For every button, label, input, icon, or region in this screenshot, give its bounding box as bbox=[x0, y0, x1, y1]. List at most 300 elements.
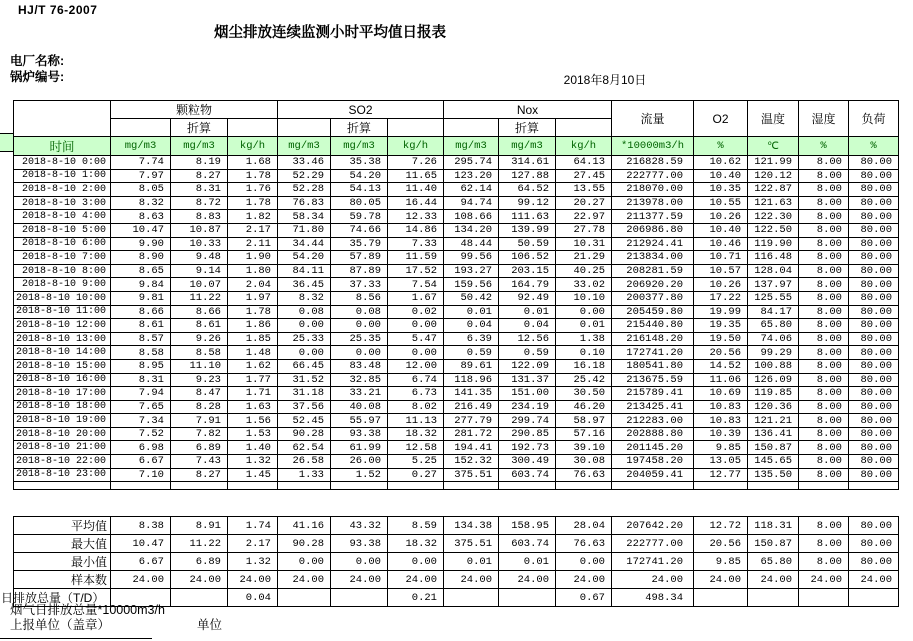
value-cell: 0.01 bbox=[499, 553, 556, 571]
value-cell: 0.21 bbox=[388, 589, 444, 607]
value-cell: 121.63 bbox=[748, 196, 799, 210]
value-cell: 8.00 bbox=[799, 223, 849, 237]
value-cell: 7.34 bbox=[111, 414, 171, 428]
value-cell: 20.56 bbox=[694, 346, 748, 360]
value-cell: 5.25 bbox=[388, 455, 444, 469]
value-cell: 8.27 bbox=[171, 169, 228, 183]
value-cell: 24.00 bbox=[228, 571, 278, 589]
time-cell: 2018-8-10 9:00 bbox=[14, 278, 111, 292]
value-cell: 0.08 bbox=[331, 305, 388, 319]
value-cell: 135.50 bbox=[748, 468, 799, 482]
value-cell: 1.78 bbox=[228, 196, 278, 210]
value-cell: 7.94 bbox=[111, 387, 171, 401]
value-cell bbox=[799, 589, 849, 607]
value-cell: 80.00 bbox=[849, 427, 899, 441]
value-cell: 211377.59 bbox=[612, 210, 694, 224]
value-cell: 52.45 bbox=[278, 414, 331, 428]
pm-converted-header: 折算 bbox=[171, 119, 228, 137]
value-cell bbox=[499, 589, 556, 607]
value-cell: 159.56 bbox=[444, 278, 499, 292]
value-cell: 80.05 bbox=[331, 196, 388, 210]
value-cell: 1.82 bbox=[228, 210, 278, 224]
value-cell: 8.19 bbox=[171, 156, 228, 170]
value-cell: 277.79 bbox=[444, 414, 499, 428]
value-cell: 106.52 bbox=[499, 251, 556, 265]
table-row bbox=[14, 183, 899, 197]
value-cell: 33.21 bbox=[331, 387, 388, 401]
time-cell: 2018-8-10 11:00 bbox=[14, 305, 111, 319]
unit-cell: kg/h bbox=[556, 137, 612, 156]
value-cell: 84.11 bbox=[278, 264, 331, 278]
value-cell: 213834.00 bbox=[612, 251, 694, 265]
nox-group-header: Nox bbox=[444, 101, 612, 119]
value-cell: 90.28 bbox=[278, 535, 331, 553]
value-cell: 89.61 bbox=[444, 359, 499, 373]
value-cell: 8.59 bbox=[388, 517, 444, 535]
value-cell: 0.00 bbox=[331, 319, 388, 333]
value-cell: 10.40 bbox=[694, 169, 748, 183]
value-cell: 40.08 bbox=[331, 400, 388, 414]
value-cell: 84.17 bbox=[748, 305, 799, 319]
value-cell: 8.00 bbox=[799, 196, 849, 210]
value-cell: 7.65 bbox=[111, 400, 171, 414]
value-cell: 76.83 bbox=[278, 196, 331, 210]
value-cell: 10.71 bbox=[694, 251, 748, 265]
value-cell: 50.42 bbox=[444, 291, 499, 305]
value-cell: 9.48 bbox=[171, 251, 228, 265]
value-cell: 204059.41 bbox=[612, 468, 694, 482]
value-cell: 150.87 bbox=[748, 535, 799, 553]
value-cell: 2.17 bbox=[228, 223, 278, 237]
reporting-unit-label: 上报单位（盖章） bbox=[10, 618, 111, 632]
value-cell: 9.14 bbox=[171, 264, 228, 278]
table-row bbox=[14, 373, 899, 387]
so2-group-header: SO2 bbox=[278, 101, 444, 119]
value-cell: 80.00 bbox=[849, 373, 899, 387]
value-cell: 150.87 bbox=[748, 441, 799, 455]
value-cell: 1.90 bbox=[228, 251, 278, 265]
value-cell: 93.38 bbox=[331, 535, 388, 553]
value-cell: 1.80 bbox=[228, 264, 278, 278]
value-cell: 7.74 bbox=[111, 156, 171, 170]
value-cell: 10.83 bbox=[694, 414, 748, 428]
unit-cell: mg/m3 bbox=[331, 137, 388, 156]
table-row bbox=[14, 223, 899, 237]
value-cell: 33.46 bbox=[278, 156, 331, 170]
value-cell: 20.56 bbox=[694, 535, 748, 553]
value-cell: 193.27 bbox=[444, 264, 499, 278]
value-cell: 99.12 bbox=[499, 196, 556, 210]
time-cell: 2018-8-10 16:00 bbox=[14, 373, 111, 387]
value-cell: 8.00 bbox=[799, 359, 849, 373]
humidity-header: 湿度 bbox=[799, 101, 849, 137]
value-cell: 121.21 bbox=[748, 414, 799, 428]
value-cell: 24.00 bbox=[694, 571, 748, 589]
value-cell: 197458.20 bbox=[612, 455, 694, 469]
value-cell: 131.37 bbox=[499, 373, 556, 387]
value-cell: 80.00 bbox=[849, 251, 899, 265]
table-row bbox=[14, 332, 899, 346]
value-cell: 28.04 bbox=[556, 517, 612, 535]
value-cell: 62.54 bbox=[278, 441, 331, 455]
value-cell: 134.38 bbox=[444, 517, 499, 535]
value-cell: 116.48 bbox=[748, 251, 799, 265]
value-cell: 9.85 bbox=[694, 553, 748, 571]
value-cell: 7.43 bbox=[171, 455, 228, 469]
value-cell: 8.57 bbox=[111, 332, 171, 346]
value-cell: 8.02 bbox=[388, 400, 444, 414]
value-cell: 0.00 bbox=[331, 553, 388, 571]
summary-label: 最大值 bbox=[14, 535, 111, 553]
value-cell: 299.74 bbox=[499, 414, 556, 428]
value-cell: 50.59 bbox=[499, 237, 556, 251]
value-cell: 216.49 bbox=[444, 400, 499, 414]
value-cell: 25.33 bbox=[278, 332, 331, 346]
value-cell: 7.54 bbox=[388, 278, 444, 292]
value-cell bbox=[444, 589, 499, 607]
value-cell: 200377.80 bbox=[612, 291, 694, 305]
value-cell: 12.33 bbox=[388, 210, 444, 224]
value-cell: 12.00 bbox=[388, 359, 444, 373]
value-cell: 80.00 bbox=[849, 535, 899, 553]
value-cell: 90.28 bbox=[278, 427, 331, 441]
value-cell: 7.82 bbox=[171, 427, 228, 441]
value-cell: 11.65 bbox=[388, 169, 444, 183]
value-cell: 8.91 bbox=[171, 517, 228, 535]
blank-cell bbox=[556, 119, 612, 137]
time-cell: 2018-8-10 23:00 bbox=[14, 468, 111, 482]
value-cell: 58.97 bbox=[556, 414, 612, 428]
value-cell: 1.86 bbox=[228, 319, 278, 333]
value-cell: 18.32 bbox=[388, 427, 444, 441]
value-cell: 14.52 bbox=[694, 359, 748, 373]
value-cell: 8.00 bbox=[799, 237, 849, 251]
value-cell: 8.83 bbox=[171, 210, 228, 224]
value-cell: 11.10 bbox=[171, 359, 228, 373]
data-rows bbox=[14, 156, 899, 482]
value-cell: 158.95 bbox=[499, 517, 556, 535]
value-cell: 12.72 bbox=[694, 517, 748, 535]
o2-header: O2 bbox=[694, 101, 748, 137]
value-cell: 8.72 bbox=[171, 196, 228, 210]
value-cell: 57.16 bbox=[556, 427, 612, 441]
summary-label: 样本数 bbox=[14, 571, 111, 589]
value-cell: 172741.20 bbox=[612, 346, 694, 360]
value-cell: 1.45 bbox=[228, 468, 278, 482]
value-cell: 31.52 bbox=[278, 373, 331, 387]
value-cell: 24.00 bbox=[111, 571, 171, 589]
value-cell: 11.22 bbox=[171, 291, 228, 305]
value-cell: 27.78 bbox=[556, 223, 612, 237]
monitoring-table bbox=[13, 100, 899, 490]
value-cell: 35.38 bbox=[331, 156, 388, 170]
value-cell: 48.44 bbox=[444, 237, 499, 251]
value-cell: 8.00 bbox=[799, 535, 849, 553]
value-cell: 192.73 bbox=[499, 441, 556, 455]
table-row bbox=[14, 319, 899, 333]
value-cell: 8.00 bbox=[799, 264, 849, 278]
value-cell: 206986.80 bbox=[612, 223, 694, 237]
value-cell: 10.33 bbox=[171, 237, 228, 251]
blank-cell bbox=[228, 119, 278, 137]
value-cell: 99.56 bbox=[444, 251, 499, 265]
value-cell: 10.26 bbox=[694, 278, 748, 292]
value-cell: 120.36 bbox=[748, 400, 799, 414]
value-cell: 59.78 bbox=[331, 210, 388, 224]
table-row bbox=[14, 291, 899, 305]
value-cell: 64.52 bbox=[499, 183, 556, 197]
value-cell: 10.26 bbox=[694, 210, 748, 224]
value-cell: 1.78 bbox=[228, 169, 278, 183]
value-cell: 0.67 bbox=[556, 589, 612, 607]
value-cell: 152.32 bbox=[444, 455, 499, 469]
value-cell: 1.53 bbox=[228, 427, 278, 441]
value-cell: 0.02 bbox=[388, 305, 444, 319]
table-row bbox=[14, 387, 899, 401]
value-cell bbox=[171, 589, 228, 607]
value-cell: 2.11 bbox=[228, 237, 278, 251]
value-cell: 24.00 bbox=[444, 571, 499, 589]
value-cell: 12.56 bbox=[499, 332, 556, 346]
value-cell: 65.80 bbox=[748, 553, 799, 571]
value-cell: 216148.20 bbox=[612, 332, 694, 346]
value-cell: 212283.00 bbox=[612, 414, 694, 428]
table-row bbox=[14, 237, 899, 251]
value-cell: 145.65 bbox=[748, 455, 799, 469]
value-cell: 6.89 bbox=[171, 553, 228, 571]
table-row bbox=[14, 156, 899, 170]
value-cell: 18.32 bbox=[388, 535, 444, 553]
value-cell: 52.28 bbox=[278, 183, 331, 197]
value-cell: 66.45 bbox=[278, 359, 331, 373]
value-cell: 24.00 bbox=[499, 571, 556, 589]
summary-row bbox=[14, 553, 899, 571]
value-cell: 137.97 bbox=[748, 278, 799, 292]
value-cell: 1.63 bbox=[228, 400, 278, 414]
table-row bbox=[14, 196, 899, 210]
value-cell bbox=[331, 589, 388, 607]
value-cell: 123.20 bbox=[444, 169, 499, 183]
value-cell: 10.39 bbox=[694, 427, 748, 441]
value-cell: 8.65 bbox=[111, 264, 171, 278]
value-cell: 54.20 bbox=[278, 251, 331, 265]
time-cell: 2018-8-10 1:00 bbox=[14, 169, 111, 183]
value-cell: 10.55 bbox=[694, 196, 748, 210]
value-cell: 0.08 bbox=[278, 305, 331, 319]
value-cell: 6.39 bbox=[444, 332, 499, 346]
value-cell: 207642.20 bbox=[612, 517, 694, 535]
value-cell: 40.25 bbox=[556, 264, 612, 278]
value-cell: 43.32 bbox=[331, 517, 388, 535]
value-cell: 0.01 bbox=[499, 305, 556, 319]
value-cell: 24.00 bbox=[278, 571, 331, 589]
value-cell: 7.26 bbox=[388, 156, 444, 170]
value-cell bbox=[278, 589, 331, 607]
value-cell: 0.01 bbox=[444, 553, 499, 571]
value-cell: 80.00 bbox=[849, 237, 899, 251]
value-cell: 30.08 bbox=[556, 455, 612, 469]
summary-row bbox=[14, 535, 899, 553]
value-cell: 180541.80 bbox=[612, 359, 694, 373]
value-cell: 1.78 bbox=[228, 305, 278, 319]
flue-gas-total-label: 烟气日排放总量*10000m3/h bbox=[10, 603, 165, 617]
table-row bbox=[14, 455, 899, 469]
value-cell: 8.00 bbox=[799, 169, 849, 183]
value-cell: 8.95 bbox=[111, 359, 171, 373]
value-cell: 8.00 bbox=[799, 455, 849, 469]
value-cell: 8.28 bbox=[171, 400, 228, 414]
value-cell: 121.99 bbox=[748, 156, 799, 170]
standard-code: HJ/T 76-2007 bbox=[18, 3, 98, 17]
value-cell: 8.00 bbox=[799, 387, 849, 401]
value-cell: 1.68 bbox=[228, 156, 278, 170]
value-cell: 10.69 bbox=[694, 387, 748, 401]
value-cell: 234.19 bbox=[499, 400, 556, 414]
plant-name-label: 电厂名称: bbox=[10, 54, 65, 68]
value-cell: 12.58 bbox=[388, 441, 444, 455]
value-cell: 80.00 bbox=[849, 387, 899, 401]
value-cell: 11.06 bbox=[694, 373, 748, 387]
value-cell: 21.29 bbox=[556, 251, 612, 265]
value-cell: 0.00 bbox=[331, 346, 388, 360]
value-cell: 8.66 bbox=[111, 305, 171, 319]
value-cell: 122.50 bbox=[748, 223, 799, 237]
value-cell: 80.00 bbox=[849, 346, 899, 360]
value-cell: 119.90 bbox=[748, 237, 799, 251]
value-cell: 24.00 bbox=[799, 571, 849, 589]
value-cell: 1.76 bbox=[228, 183, 278, 197]
value-cell: 11.22 bbox=[171, 535, 228, 553]
value-cell: 6.74 bbox=[388, 373, 444, 387]
value-cell: 8.61 bbox=[171, 319, 228, 333]
summary-label-text: 日排放总量（T/D） bbox=[1, 591, 105, 605]
value-cell: 300.49 bbox=[499, 455, 556, 469]
value-cell: 8.00 bbox=[799, 183, 849, 197]
time-cell: 2018-8-10 18:00 bbox=[14, 400, 111, 414]
value-cell: 80.00 bbox=[849, 291, 899, 305]
value-cell: 80.00 bbox=[849, 517, 899, 535]
table-row bbox=[14, 251, 899, 265]
value-cell: 122.09 bbox=[499, 359, 556, 373]
value-cell: 54.13 bbox=[331, 183, 388, 197]
value-cell: 37.56 bbox=[278, 400, 331, 414]
value-cell: 7.52 bbox=[111, 427, 171, 441]
value-cell: 80.00 bbox=[849, 414, 899, 428]
value-cell: 139.99 bbox=[499, 223, 556, 237]
value-cell: 8.00 bbox=[799, 346, 849, 360]
value-cell: 16.18 bbox=[556, 359, 612, 373]
value-cell: 202888.80 bbox=[612, 427, 694, 441]
value-cell: 1.71 bbox=[228, 387, 278, 401]
value-cell: 1.40 bbox=[228, 441, 278, 455]
value-cell: 314.61 bbox=[499, 156, 556, 170]
summary-row bbox=[14, 517, 899, 535]
time-cell: 2018-8-10 7:00 bbox=[14, 251, 111, 265]
value-cell: 0.00 bbox=[278, 553, 331, 571]
value-cell: 80.00 bbox=[849, 156, 899, 170]
value-cell: 9.85 bbox=[694, 441, 748, 455]
value-cell: 0.04 bbox=[444, 319, 499, 333]
value-cell: 8.00 bbox=[799, 332, 849, 346]
value-cell: 71.80 bbox=[278, 223, 331, 237]
value-cell: 24.00 bbox=[849, 571, 899, 589]
value-cell: 80.00 bbox=[849, 468, 899, 482]
value-cell: 7.91 bbox=[171, 414, 228, 428]
value-cell: 74.66 bbox=[331, 223, 388, 237]
table-row bbox=[14, 414, 899, 428]
value-cell: 10.10 bbox=[556, 291, 612, 305]
value-cell: 25.42 bbox=[556, 373, 612, 387]
summary-label: 平均值 bbox=[14, 517, 111, 535]
value-cell: 19.35 bbox=[694, 319, 748, 333]
value-cell: 1.77 bbox=[228, 373, 278, 387]
value-cell: 8.00 bbox=[799, 427, 849, 441]
table-row bbox=[14, 278, 899, 292]
value-cell: 62.14 bbox=[444, 183, 499, 197]
unit-cell: mg/m3 bbox=[278, 137, 331, 156]
value-cell: 194.41 bbox=[444, 441, 499, 455]
value-cell: 11.59 bbox=[388, 251, 444, 265]
value-cell: 58.34 bbox=[278, 210, 331, 224]
table-row bbox=[14, 427, 899, 441]
value-cell: 8.31 bbox=[171, 183, 228, 197]
value-cell: 80.00 bbox=[849, 455, 899, 469]
time-header: 时间 bbox=[14, 137, 111, 156]
value-cell: 80.00 bbox=[849, 278, 899, 292]
value-cell: 12.77 bbox=[694, 468, 748, 482]
value-cell: 8.05 bbox=[111, 183, 171, 197]
value-cell: 122.87 bbox=[748, 183, 799, 197]
value-cell: 0.00 bbox=[388, 346, 444, 360]
time-cell: 2018-8-10 15:00 bbox=[14, 359, 111, 373]
value-cell: 16.44 bbox=[388, 196, 444, 210]
unit-label: 单位 bbox=[197, 618, 223, 632]
value-cell: 64.13 bbox=[556, 156, 612, 170]
value-cell: 65.80 bbox=[748, 319, 799, 333]
value-cell: 87.89 bbox=[331, 264, 388, 278]
so2-converted-header: 折算 bbox=[331, 119, 388, 137]
value-cell: 281.72 bbox=[444, 427, 499, 441]
value-cell: 213978.00 bbox=[612, 196, 694, 210]
value-cell: 34.44 bbox=[278, 237, 331, 251]
value-cell: 111.63 bbox=[499, 210, 556, 224]
value-cell: 80.00 bbox=[849, 210, 899, 224]
time-cell: 2018-8-10 0:00 bbox=[14, 156, 111, 170]
value-cell: 25.35 bbox=[331, 332, 388, 346]
value-cell: 8.00 bbox=[799, 305, 849, 319]
value-cell: 5.47 bbox=[388, 332, 444, 346]
time-cell: 2018-8-10 13:00 bbox=[14, 332, 111, 346]
value-cell: 24.00 bbox=[748, 571, 799, 589]
value-cell: 39.10 bbox=[556, 441, 612, 455]
value-cell: 8.47 bbox=[171, 387, 228, 401]
value-cell: 6.89 bbox=[171, 441, 228, 455]
value-cell: 10.07 bbox=[171, 278, 228, 292]
value-cell: 6.98 bbox=[111, 441, 171, 455]
value-cell: 1.56 bbox=[228, 414, 278, 428]
page-title: 烟尘排放连续监测小时平均值日报表 bbox=[214, 25, 446, 41]
value-cell: 6.67 bbox=[111, 553, 171, 571]
value-cell: 212924.41 bbox=[612, 237, 694, 251]
value-cell: 80.00 bbox=[849, 553, 899, 571]
value-cell: 6.73 bbox=[388, 387, 444, 401]
value-cell: 172741.20 bbox=[612, 553, 694, 571]
time-cell: 2018-8-10 22:00 bbox=[14, 455, 111, 469]
value-cell: 36.45 bbox=[278, 278, 331, 292]
value-cell: 17.22 bbox=[694, 291, 748, 305]
value-cell: 222777.00 bbox=[612, 535, 694, 553]
value-cell: 11.40 bbox=[388, 183, 444, 197]
